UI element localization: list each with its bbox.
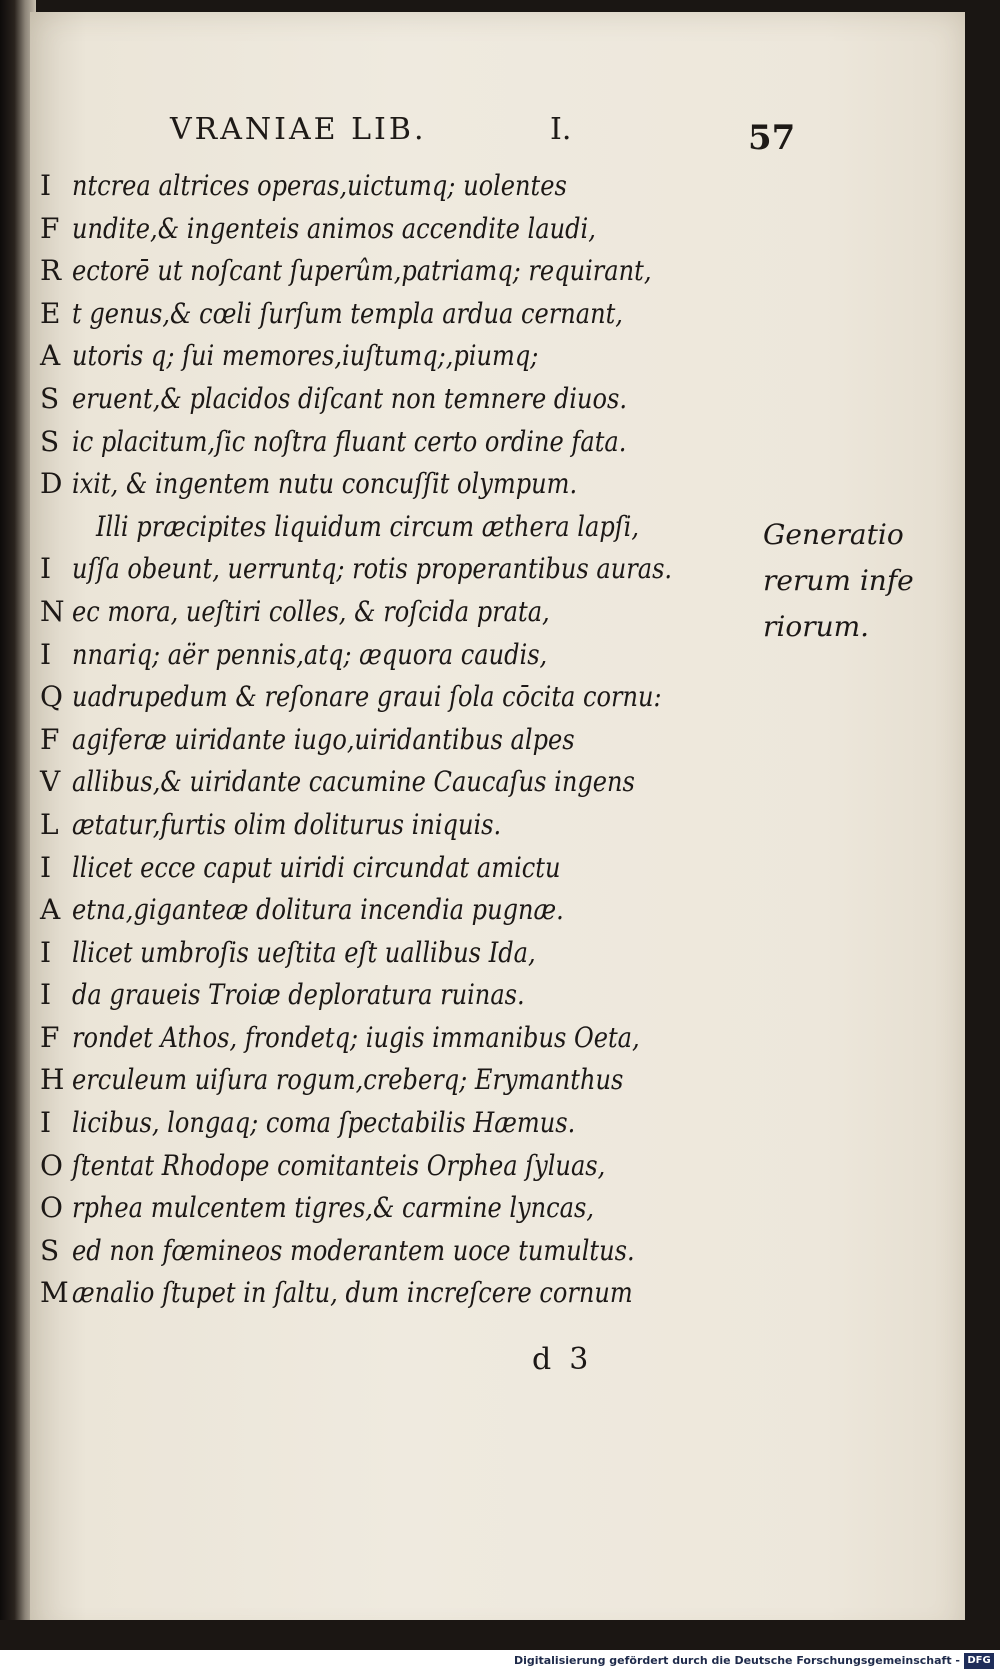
verse-initial: I: [40, 552, 52, 586]
signature-number: 3: [569, 1342, 607, 1377]
footer-bar: [0, 1650, 1000, 1676]
verse-initial: M: [40, 1276, 69, 1310]
verse-line: [40, 634, 760, 677]
verse-initial: I: [40, 850, 52, 884]
verse-line: [40, 293, 760, 336]
verse-line: [40, 208, 760, 251]
verse-initial: H: [40, 1063, 65, 1097]
verse-initial: S: [40, 381, 60, 415]
margin-note-line: Generatio: [763, 518, 904, 551]
verse-initial: F: [40, 722, 60, 756]
verse-text: ectorē ut noſcant ſuperûm,patriamq; requirant,: [72, 254, 652, 288]
signature-letter: d: [532, 1342, 570, 1377]
verse-text: ſtentat Rhodope comitanteis Orphea ſyluas,: [72, 1148, 606, 1182]
verse-line: [40, 165, 760, 208]
verse-line: [40, 1102, 760, 1145]
verse-initial: I: [40, 169, 52, 202]
verse-line: [40, 719, 760, 762]
verse-initial: I: [40, 935, 52, 969]
verse-initial: D: [40, 467, 63, 501]
verse-text: ec mora, ueſtiri colles, & roſcida prata,: [72, 594, 550, 628]
verse-text: ixit, & ingentem nutu concuſſit olympum.: [72, 467, 578, 501]
verse-line: [40, 804, 760, 847]
verse-text: agiferæ uiridante iugo,uiridantibus alpes: [72, 722, 575, 756]
verse-initial: S: [40, 1233, 60, 1267]
verse-line: [40, 761, 760, 804]
verse-text: eruent,& placidos diſcant non temnere diuos.: [72, 381, 627, 415]
verse-initial: Q: [40, 680, 63, 714]
verse-text: llicet umbroſis ueſtita eſt uallibus Ida,: [72, 935, 536, 969]
verse-line: [40, 1187, 760, 1230]
verse-text: licibus, longaq; coma ſpectabilis Hæmus.: [72, 1106, 576, 1140]
verse-text: Illi præcipites liquidum circum æthera lapſi,: [96, 509, 640, 543]
verse-initial: O: [40, 1148, 63, 1182]
scan-bottom-edge: [0, 1620, 1000, 1650]
verse-initial: S: [40, 424, 60, 458]
verse-line: [40, 378, 760, 421]
verse-line: [40, 463, 760, 506]
verse-text: uadrupedum & reſonare graui ſola cōcita cornu:: [72, 680, 662, 714]
verse-line: [40, 1145, 760, 1188]
verse-line: [40, 335, 760, 378]
signature-mark: [532, 1342, 606, 1377]
verse-text: ed non fœmineos moderantem uoce tumultus.: [72, 1233, 635, 1267]
verse-text: ntcrea altrices operas,uictumq; uolentes: [72, 169, 567, 202]
verse-text: ic placitum,ſic noſtra fluant certo ordine fata.: [72, 424, 627, 458]
verse-line: [40, 974, 760, 1017]
verse-text: undite,& ingenteis animos accendite laudi,: [72, 211, 596, 245]
verse-text: utoris q; ſui memores,iuſtumq;,piumq;: [72, 339, 539, 373]
verse-initial: N: [40, 594, 65, 628]
verse-text: ætatur,furtis olim doliturus iniquis.: [72, 807, 502, 841]
verse-text: allibus,& uiridante cacumine Caucaſus ingens: [72, 765, 635, 799]
verse-text: nnariq; aër pennis,atq; æquora caudis,: [72, 637, 548, 671]
verse-line: [40, 1230, 760, 1273]
verse-line: [40, 421, 760, 464]
verse-initial: F: [40, 1020, 60, 1054]
verse-initial: O: [40, 1191, 63, 1225]
page-number: 57: [748, 118, 796, 158]
verse-line: [40, 591, 760, 634]
verse-initial: I: [40, 637, 52, 671]
verse-initial: A: [40, 339, 61, 373]
verse-line: [40, 1059, 760, 1102]
verse-line: [40, 1017, 760, 1060]
verse-line: [40, 548, 760, 591]
verse-text: etna,giganteæ dolitura incendia pugnæ.: [72, 893, 564, 927]
margin-note: [763, 512, 933, 650]
verse-line: [40, 932, 760, 975]
verse-initial: R: [40, 254, 62, 288]
verse-text: t genus,& cœli ſurſum templa ardua cernant,: [72, 296, 623, 330]
verse-initial: V: [40, 765, 61, 799]
margin-note-line: rerum infe: [763, 564, 914, 597]
verse-line: [40, 250, 760, 293]
verse-text: rondet Athos, frondetq; iugis immanibus Oeta,: [72, 1020, 640, 1054]
verse-initial: F: [40, 211, 60, 245]
verse-text: uſſa obeunt, uerruntq; rotis properantibus auras.: [72, 552, 673, 586]
verse-line: [40, 889, 760, 932]
book-number: I.: [550, 112, 572, 147]
verse-line: [40, 1272, 760, 1315]
funding-credit: Digitalisierung gefördert durch die Deutsche Forschungsgemeinschaft -: [513, 1654, 960, 1667]
verse-block: [40, 165, 760, 1315]
verse-initial: I: [40, 978, 52, 1012]
verse-line: [40, 506, 760, 549]
verse-text: ænalio ſtupet in ſaltu, dum increſcere cornum: [72, 1276, 633, 1310]
verse-text: rphea mulcentem tigres,& carmine lyncas,: [72, 1191, 595, 1225]
running-title: VRANIAE LIB.: [170, 112, 427, 147]
margin-note-line: riorum.: [763, 610, 870, 643]
verse-text: da graueis Troiæ deploratura ruinas.: [72, 978, 525, 1012]
verse-initial: L: [40, 807, 59, 841]
verse-initial: I: [40, 1106, 52, 1140]
verse-initial: A: [40, 893, 61, 927]
verse-text: llicet ecce caput uiridi circundat amictu: [72, 850, 561, 884]
dfg-logo: DFG: [964, 1653, 994, 1669]
running-header: [170, 112, 800, 162]
verse-line: [40, 847, 760, 890]
verse-initial: E: [40, 296, 61, 330]
verse-line: [40, 676, 760, 719]
verse-text: erculeum uiſura rogum,creberq; Erymanthus: [72, 1063, 624, 1097]
